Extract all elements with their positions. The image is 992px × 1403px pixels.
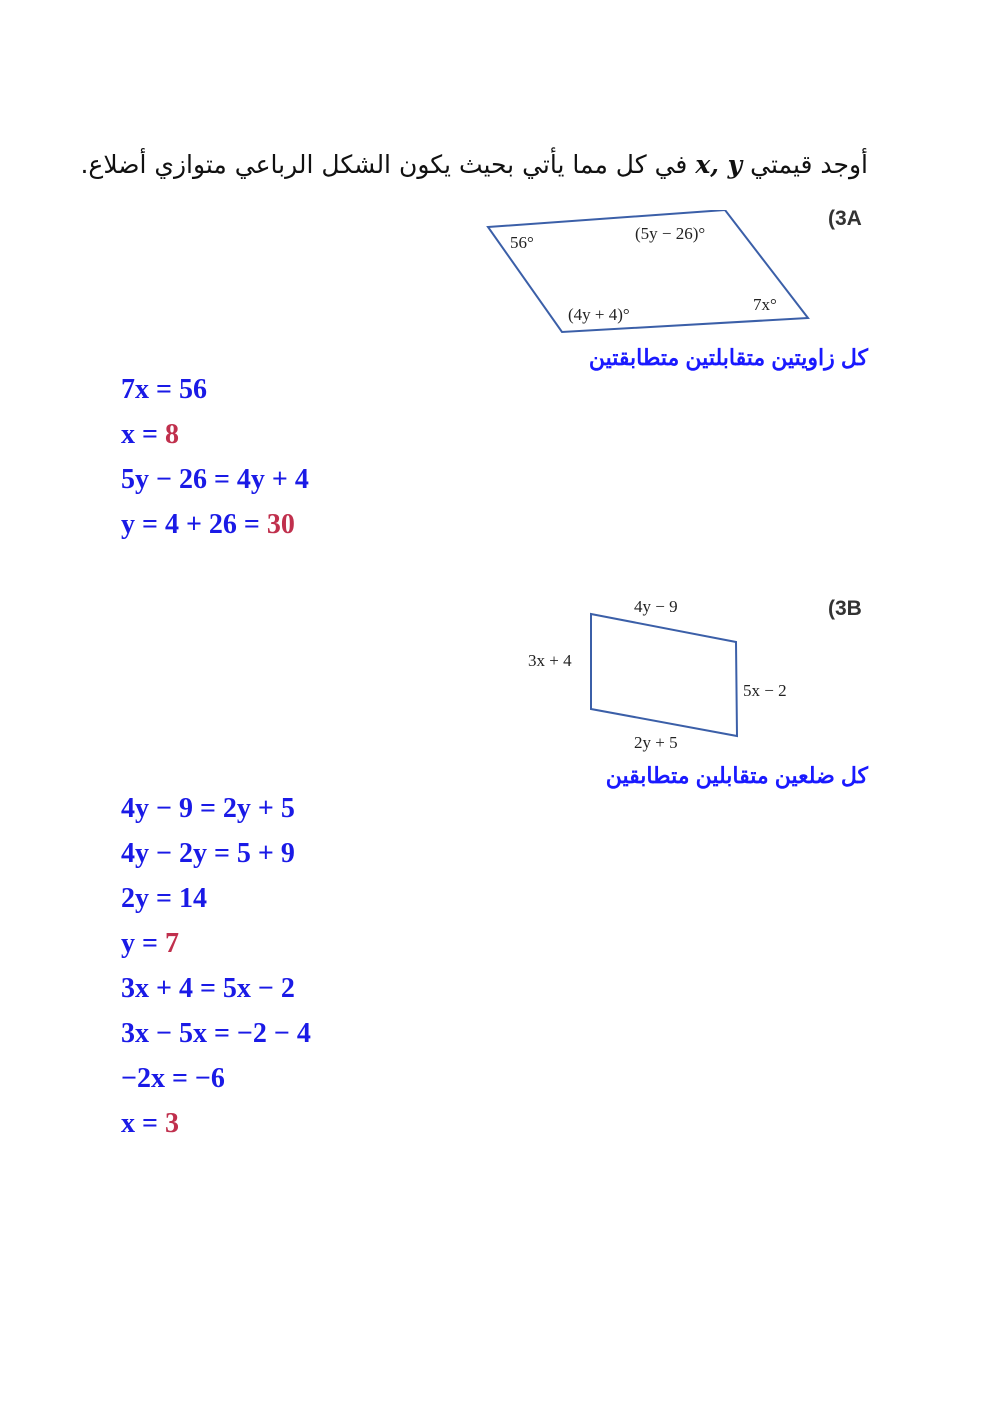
equation-result: 8 bbox=[164, 419, 179, 450]
side-left: 3x + 4 bbox=[528, 651, 572, 670]
equation-3b-6 bbox=[121, 1018, 311, 1050]
instruction-before: أوجد قيمتي bbox=[750, 150, 868, 179]
equation-lhs: x = bbox=[121, 1108, 165, 1139]
problem-3a-label: (3A bbox=[828, 207, 862, 230]
equation-rhs: 56 bbox=[178, 374, 207, 405]
equation-result: 30 bbox=[266, 509, 295, 540]
equation-3b-5 bbox=[121, 973, 295, 1005]
angle-bottom-left: (4y + 4)° bbox=[568, 305, 630, 324]
equation-3a-1 bbox=[121, 374, 207, 406]
equation-lhs: y = bbox=[121, 928, 165, 959]
equation-lhs: 2y = bbox=[121, 883, 179, 914]
equation-3b-4 bbox=[121, 928, 179, 960]
equation-lhs: 4y − 9 = 2y + bbox=[121, 793, 281, 824]
equation-lhs: 4y − 2y = 5 + bbox=[121, 838, 281, 869]
equation-3a-3 bbox=[121, 464, 309, 496]
side-bottom: 2y + 5 bbox=[634, 733, 678, 752]
equation-3b-8 bbox=[121, 1108, 179, 1140]
equation-rhs: 9 bbox=[280, 838, 295, 869]
equation-3b-2 bbox=[121, 838, 295, 870]
equation-result: 3 bbox=[164, 1108, 179, 1139]
problem-3b-label: (3B bbox=[828, 597, 862, 620]
figure-3a bbox=[480, 210, 820, 340]
angle-bottom-right: 7x° bbox=[753, 295, 777, 314]
equation-3a-2 bbox=[121, 419, 179, 451]
equation-lhs: 7x = bbox=[121, 374, 179, 405]
equation-lhs: 3x + 4 = 5x − bbox=[121, 973, 281, 1004]
figure-3b bbox=[520, 590, 820, 760]
equation-rhs: 14 bbox=[178, 883, 207, 914]
instruction-vars: x, y bbox=[695, 150, 743, 179]
parallelogram-3b bbox=[591, 614, 737, 736]
equation-3a-4 bbox=[121, 509, 295, 541]
equation-lhs: −2x = bbox=[121, 1063, 195, 1094]
angle-top-left: 56° bbox=[510, 233, 534, 252]
instruction-after: في كل مما يأتي بحيث يكون الشكل الرباعي متوازي أضلاع. bbox=[80, 150, 688, 179]
side-top: 4y − 9 bbox=[634, 597, 678, 616]
note-3a: كل زاويتين متقابلتين متطابقتين bbox=[588, 345, 868, 370]
equation-lhs: 5y − 26 = 4y + bbox=[121, 464, 295, 495]
equation-lhs: y = 4 + 26 = bbox=[121, 509, 267, 540]
instruction-text bbox=[80, 150, 868, 179]
equation-rhs: 5 bbox=[280, 793, 295, 824]
equation-3b-1 bbox=[121, 793, 295, 825]
equation-rhs: 4 bbox=[296, 1018, 311, 1049]
equation-3b-3 bbox=[121, 883, 207, 915]
angle-top-right: (5y − 26)° bbox=[635, 224, 706, 243]
equation-rhs: −6 bbox=[194, 1063, 225, 1094]
equation-rhs: 2 bbox=[280, 973, 295, 1004]
note-3b: كل ضلعين متقابلين متطابقين bbox=[605, 763, 868, 788]
equation-lhs: x = bbox=[121, 419, 165, 450]
side-right: 5x − 2 bbox=[743, 681, 787, 700]
equation-3b-7 bbox=[121, 1063, 225, 1095]
equation-result: 7 bbox=[164, 928, 179, 959]
equation-lhs: 3x − 5x = −2 − bbox=[121, 1018, 297, 1049]
equation-rhs: 4 bbox=[294, 464, 309, 495]
